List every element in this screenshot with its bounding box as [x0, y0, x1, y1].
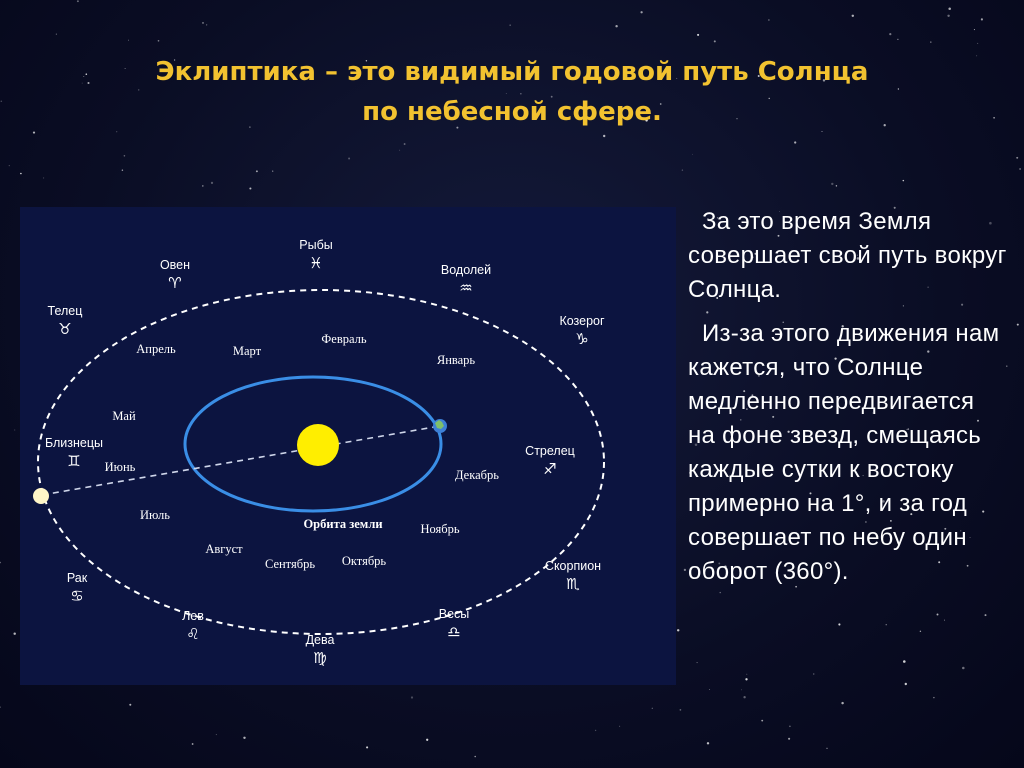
star [838, 623, 840, 625]
star [905, 683, 907, 685]
earth-icon [433, 419, 447, 433]
star [43, 177, 44, 178]
month-label: Май [112, 409, 136, 423]
month-label: Март [232, 344, 262, 358]
star [640, 11, 642, 13]
star [595, 730, 596, 731]
virgo-icon: ♍ [313, 649, 327, 667]
star [947, 15, 949, 17]
star [474, 756, 476, 758]
star [831, 183, 833, 185]
zodiac-name-virgo: Дева [305, 633, 335, 647]
star [709, 689, 710, 690]
month-label: Октябрь [341, 554, 387, 568]
star [714, 40, 716, 42]
star [1019, 168, 1021, 170]
star [0, 706, 1, 707]
sun-icon [297, 424, 339, 466]
month-label: Январь [436, 353, 476, 367]
scorpio-icon: ♏ [566, 575, 580, 593]
title-line-2: по небесной сфере. [362, 97, 662, 127]
star [920, 631, 921, 632]
star [366, 746, 368, 748]
star [216, 734, 217, 735]
star [1016, 157, 1018, 159]
star [761, 720, 763, 722]
star [510, 25, 511, 26]
star [826, 748, 827, 749]
star [122, 169, 123, 170]
star [206, 24, 207, 25]
aquarius-icon: ♒ [459, 279, 473, 297]
star [680, 709, 682, 711]
leo-icon: ♌ [186, 625, 200, 643]
star [1017, 324, 1019, 326]
zodiac-name-aries: Овен [159, 258, 191, 272]
star [985, 614, 987, 616]
star [746, 674, 747, 675]
month-label: Декабрь [455, 468, 499, 482]
star [682, 169, 683, 170]
zodiac-name-aquarius: Водолей [440, 263, 492, 277]
star [889, 33, 891, 35]
star [937, 614, 939, 616]
diagram-svg [20, 207, 676, 685]
star [789, 725, 791, 727]
star [977, 43, 978, 44]
star [411, 696, 413, 698]
star [684, 569, 686, 571]
title-line-1: Эклиптика – это видимый годовой путь Солнца [155, 57, 869, 87]
star [974, 29, 975, 30]
zodiac-name-cancer: Рак [66, 571, 88, 585]
star [962, 667, 965, 670]
orbit-label: Орбита земли [303, 517, 383, 531]
star [948, 7, 951, 10]
zodiac-name-leo: Лев [182, 609, 204, 623]
star [697, 34, 699, 36]
month-label: Февраль [321, 332, 367, 346]
explanation-text [688, 205, 1008, 599]
star [903, 180, 904, 181]
star [243, 737, 245, 739]
zodiac-name-libra: Весы [438, 607, 470, 621]
star [202, 185, 204, 187]
star [944, 620, 945, 621]
paragraph-1-text: За это время Земля совершает свой путь вокруг Солнца. [688, 208, 1007, 303]
star [158, 40, 160, 42]
taurus-icon: ♉ [58, 320, 72, 338]
star [745, 678, 747, 680]
sagittarius-icon: ♐ [543, 460, 557, 478]
star [813, 674, 814, 675]
month-label: Июль [140, 508, 170, 522]
pisces-icon: ♓ [309, 254, 323, 272]
libra-icon: ♎ [447, 623, 461, 641]
star [788, 738, 790, 740]
star [743, 696, 745, 698]
zodiac-name-capricorn: Козерог [559, 314, 605, 328]
star [852, 15, 854, 17]
apparent-sun-icon [33, 488, 49, 504]
star [836, 185, 837, 186]
ecliptic-diagram [20, 207, 676, 685]
star [192, 743, 194, 745]
paragraph-2-text: Из-за этого движения нам кажется, что Солнце медленно передвигается на фоне звезд, смещаясь каждые сутки к востоку примерно на 1°, и за год совершает по небу один оборот (360°). [688, 320, 1000, 585]
star [692, 154, 693, 155]
paragraph-2 [688, 317, 1008, 589]
star [697, 662, 698, 663]
capricorn-icon: ♑ [575, 330, 589, 348]
star [124, 155, 126, 157]
star [14, 430, 15, 431]
star [202, 22, 204, 24]
star [0, 562, 1, 564]
star [933, 697, 934, 698]
star [841, 702, 843, 704]
star [129, 704, 131, 706]
star [272, 171, 273, 172]
star [20, 173, 22, 175]
star [652, 708, 653, 709]
star [426, 739, 428, 741]
zodiac-name-gemini: Близнецы [44, 436, 104, 450]
slide-title [0, 52, 1024, 132]
star [897, 39, 898, 40]
star [768, 19, 769, 20]
star [348, 158, 350, 160]
star [930, 41, 931, 42]
star [741, 689, 742, 690]
month-label: Июнь [104, 460, 136, 474]
month-label: Апрель [136, 342, 176, 356]
star [9, 165, 10, 166]
star [211, 182, 213, 184]
star [981, 18, 983, 20]
star [615, 25, 617, 27]
month-label: Ноябрь [420, 522, 460, 536]
aries-icon: ♈ [168, 274, 182, 292]
star [619, 726, 620, 727]
star [56, 34, 57, 35]
star [249, 187, 251, 189]
star [13, 632, 15, 634]
zodiac-name-taurus: Телец [47, 304, 83, 318]
star [886, 624, 887, 625]
month-label: Сентябрь [264, 557, 316, 571]
star [404, 143, 406, 145]
zodiac-name-sagittarius: Стрелец [525, 444, 575, 458]
month-label: Август [205, 542, 243, 556]
zodiac-name-scorpio: Скорпион [544, 559, 602, 573]
star [903, 660, 906, 663]
star [794, 141, 796, 143]
star [256, 170, 258, 172]
paragraph-1 [688, 205, 1008, 307]
star [128, 40, 129, 41]
gemini-icon: ♊ [67, 452, 81, 470]
zodiac-name-pisces: Рыбы [299, 238, 333, 252]
star [77, 0, 79, 2]
star [707, 742, 709, 744]
star [677, 629, 679, 631]
star [603, 135, 605, 137]
cancer-icon: ♋ [70, 587, 84, 605]
star [399, 150, 400, 151]
